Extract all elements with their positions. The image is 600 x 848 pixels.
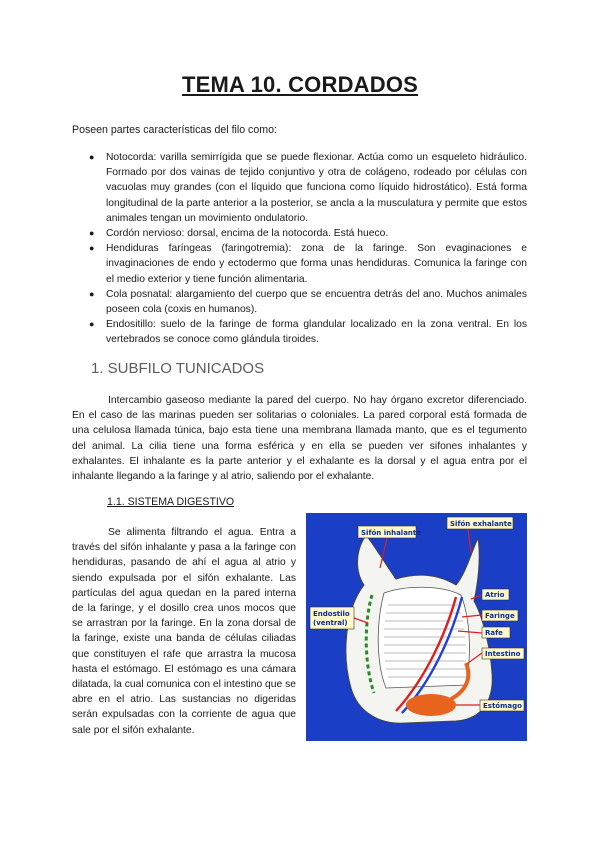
list-item-text: Hendiduras faríngeas (faringotremia): zona de la faringe. Son evaginaciones e invaginaciones de endo y ectodermo que forma unas hendiduras. Comunica la faringe con el medio exterior y tiene función alimentaria. <box>106 243 527 285</box>
label-estomago: Estómago <box>483 702 522 710</box>
stomach-shape <box>406 694 456 716</box>
label-endostilo: Endostilo <box>313 610 350 618</box>
list-item <box>80 317 527 347</box>
list-item <box>80 241 527 287</box>
label-endostilo-ventral: (ventral) <box>313 619 348 627</box>
list-item <box>80 287 527 317</box>
bullet-icon: ● <box>89 288 95 299</box>
label-rafe: Rafe <box>485 629 503 637</box>
page-title: TEMA 10. CORDADOS <box>181 72 419 97</box>
subsection-heading: 1.1. SISTEMA DIGESTIVO <box>107 496 235 508</box>
section-heading: 1. SUBFILO TUNICADOS <box>91 360 265 377</box>
tunicate-diagram <box>306 513 527 741</box>
list-item-text: Notocorda: varilla semirrígida que se puede flexionar. Actúa como un esqueleto hidráulico. Formado por dos vainas de tejido conjuntivo y otra de colágeno, rodeado por células con vacuolas muy grandes (con el líquido que funciona como líquido hidrostático). Está forma longitudinal de la parte anterior a la posterior, se ancla a la musculatura y permite que estos animales tengan un movimiento ondulatorio. <box>106 152 527 224</box>
list-item-text: Cordón nervioso: dorsal, encima de la notocorda. Está hueco. <box>106 228 389 240</box>
section-paragraph: Intercambio gaseoso mediante la pared del cuerpo. No hay órgano excretor diferenciado. En el caso de las marinas pueden ser solitarias o coloniales. La pared corporal está formada de una celulosa llamada túnica, bajo esta tiene una membrana llamada manto, que es el tegumento del animal. La cilia tiene una forma esférica y en ella se pueden ver sifones inhalantes y exhalantes. El inhalante es la parte anterior y el exhalante es la dorsal y el agua entra por el inhalante llegando a la faringe y al atrio, saliendo por el exhalante. <box>72 395 527 483</box>
list-item-text: Endositillo: suelo de la faringe de forma glandular localizado en la zona ventral. En los vertebrados se conoce como glándula tiroides. <box>106 319 527 346</box>
bullet-icon: ● <box>89 319 95 330</box>
label-sifon-inhalante: Sifón inhalante <box>361 529 422 537</box>
list-item-text: Cola posnatal: alargamiento del cuerpo que se encuentra detrás del ano. Muchos animales poseen cola (coxis en humanos). <box>106 288 527 316</box>
label-atrio: Atrio <box>485 591 505 599</box>
bullet-icon: ● <box>89 152 95 162</box>
label-faringe: Faringe <box>485 612 515 620</box>
label-sifon-exhalante: Sifón exhalante <box>450 520 512 528</box>
list-item <box>80 226 527 241</box>
list-item <box>80 150 527 226</box>
bullet-icon: ● <box>89 243 95 254</box>
intro-text: Poseen partes características del filo como: <box>72 124 277 136</box>
bullet-icon: ● <box>89 228 95 239</box>
label-intestino: Intestino <box>485 650 521 658</box>
feature-list <box>80 150 527 348</box>
tunicate-diagram-svg <box>306 513 527 741</box>
subsection-paragraph: Se alimenta filtrando el agua. Entra a través del sifón inhalante y pasa a la faringe con hendiduras, pasando de ahí el agua al atrio y siendo expulsada por el sifón exhalante. Las partículas del agua quedan en la pared interna de la faringe, y el dosillo crea unos mocos que se arrastran por la faringe. En la zona dorsal de la faringe, existe una banda de células ciliadas que constituyen el rafe que arrastra la mucosa hasta el estómago. El estómago es una cámara dilatada, la cual comunica con el intestino que se abre en el atrio. Las sustancias no digeridas serán expulsadas con la corriente de agua que sale por el sifón exhalante. <box>72 527 296 736</box>
